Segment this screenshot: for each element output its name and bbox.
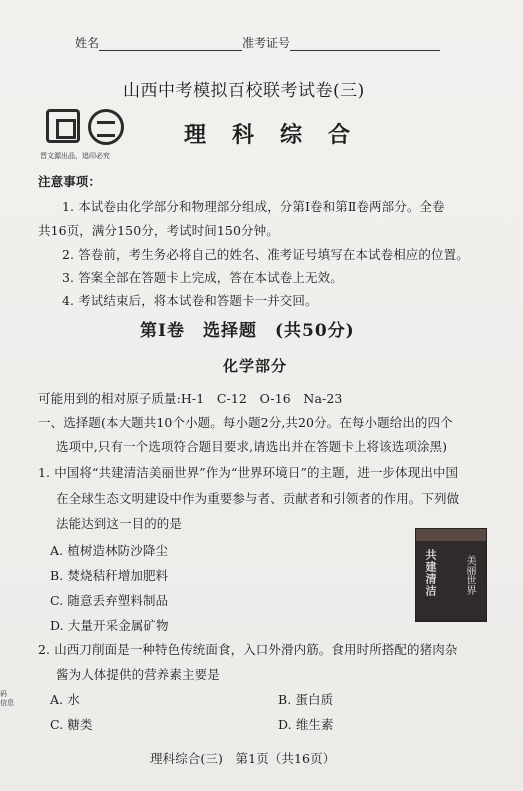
- poster-vertical-text-2: 美丽世界: [464, 555, 475, 595]
- name-field-row: [75, 34, 440, 51]
- notice-item-1-cont: 共16页，满分150分，考试时间150分钟。: [38, 223, 279, 238]
- question-1-option-d: D. 大量开采金属矿物: [50, 618, 169, 633]
- question-2-option-a: A. 水: [50, 692, 80, 707]
- question-2-option-c: C. 糖类: [50, 717, 93, 732]
- chemistry-part-heading: 化学部分: [223, 357, 288, 375]
- exam-id-blank: [290, 38, 440, 51]
- name-blank: [99, 38, 242, 51]
- square-logo-icon: [46, 109, 80, 143]
- question-1-option-c: C. 随意丢弃塑料制品: [50, 593, 169, 608]
- question-2-option-b: B. 蛋白质: [278, 692, 334, 707]
- question-1-stem-2: 在全球生态文明建设中作为重要参与者、贡献者和引领者的作用。下列做: [56, 491, 460, 506]
- poster-top-stripe: [416, 529, 486, 541]
- section-title: 第Ⅰ卷 选择题 (共50分): [140, 321, 355, 341]
- edge-marks: 码 信息: [0, 690, 14, 707]
- subject-title: 理科综合: [184, 122, 377, 148]
- question-1-stem-1: 1. 中国将“共建清洁美丽世界”作为“世界环境日”的主题，进一步体现出中国: [38, 465, 459, 480]
- environment-day-poster-image: [415, 528, 487, 622]
- notice-item-4: 4. 考试结束后，将本试卷和答题卡一并交回。: [62, 293, 318, 308]
- page-footer: 理科综合(三) 第1页（共16页）: [150, 751, 336, 766]
- notice-item-1: 1. 本试卷由化学部分和物理部分组成，分第Ⅰ卷和第Ⅱ卷两部分。全卷: [62, 199, 445, 214]
- instructions-line-2: 选项中,只有一个选项符合题目要求,请选出并在答题卡上将该选项涂黑): [56, 439, 448, 454]
- question-2-option-d: D. 维生素: [278, 717, 334, 732]
- question-2-stem-2: 酱为人体提供的营养素主要是: [56, 667, 220, 682]
- instructions-line-1: 一、选择题(本大题共10个小题。每小题2分,共20分。在每小题给出的四个: [38, 415, 453, 430]
- atomic-masses: 可能用到的相对原子质量:H-1 C-12 O-16 Na-23: [38, 391, 343, 406]
- exam-id-label: 准考证号: [242, 36, 291, 50]
- question-2-stem-1: 2. 山西刀削面是一种特色传统面食，入口外滑内筋。食用时所搭配的猪肉杂: [38, 642, 458, 657]
- poster-vertical-text-1: 共建清洁: [424, 549, 437, 597]
- question-1-option-b: B. 焚烧秸秆增加肥料: [50, 568, 169, 583]
- publisher-logo: [40, 107, 132, 162]
- name-label: 姓名: [75, 36, 100, 50]
- logo-caption: 晋文源出品，追印必究: [40, 152, 110, 160]
- round-logo-icon: [88, 109, 124, 145]
- question-1-option-a: A. 植树造林防沙降尘: [50, 543, 169, 558]
- exam-title: 山西中考模拟百校联考试卷(三): [123, 81, 365, 101]
- notice-item-2: 2. 答卷前，考生务必将自己的姓名、准考证号填写在本试卷相应的位置。: [62, 247, 469, 262]
- notice-heading: 注意事项：: [38, 174, 102, 189]
- question-1-stem-3: 法能达到这一目的的是: [56, 516, 183, 531]
- notice-item-3: 3. 答案全部在答题卡上完成，答在本试卷上无效。: [62, 270, 343, 285]
